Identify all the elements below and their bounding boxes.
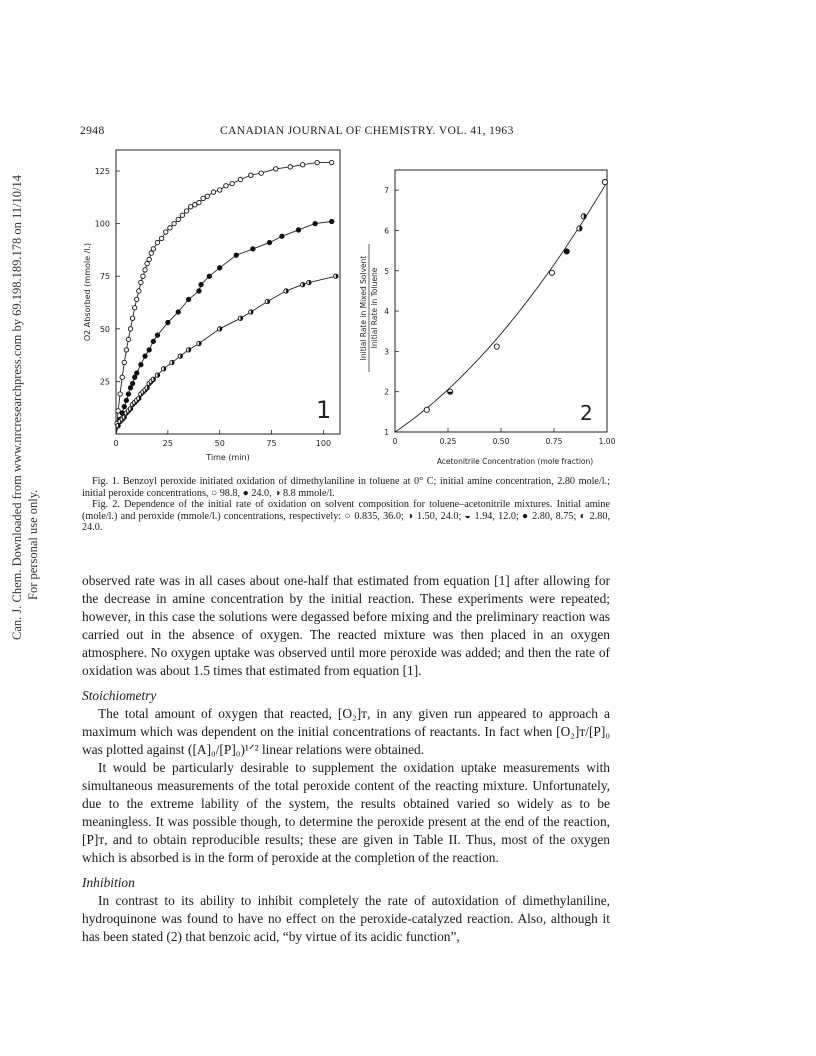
fig1-data-point-ring: [176, 217, 180, 221]
fig1-data-point: [132, 306, 136, 310]
fig1-data-point: [186, 348, 190, 352]
fig1-data-point: [249, 310, 253, 314]
fig1-data-point-ring: [135, 371, 139, 375]
fig1-y-axis-label: O2 Absorbed (mmole /l.): [83, 242, 92, 342]
fig1-data-point: [122, 360, 126, 364]
fig1-data-point: [135, 371, 139, 375]
fig1-data-point: [139, 280, 143, 284]
fig1-data-point-ring: [141, 274, 145, 278]
fig1-data-point: [180, 213, 184, 217]
figure-captions: [82, 476, 610, 534]
fig1-data-point: [259, 171, 263, 175]
fig1-data-point-ring: [234, 253, 238, 257]
fig1-data-point-ring: [130, 381, 134, 385]
fig1-data-point-ring: [122, 404, 126, 408]
fig1-data-point-ring: [186, 297, 190, 301]
fig1-data-point: [162, 367, 166, 371]
fig2-data-point: [494, 344, 499, 349]
fig1-data-point: [288, 165, 292, 169]
fig1-data-point-ring: [143, 268, 147, 272]
fig1-data-point-ring: [274, 167, 278, 171]
fig2-data-point-ring: [564, 249, 569, 254]
fig1-y-tick-label: 100: [94, 219, 110, 229]
fig1-data-point: [155, 333, 159, 337]
fig1-data-point: [201, 196, 205, 200]
fig1-series-line: [116, 163, 332, 434]
fig1-data-point: [143, 354, 147, 358]
fig1-data-point: [128, 327, 132, 331]
fig2-x-tick-label: 0: [392, 437, 398, 446]
fig1-data-point: [238, 177, 242, 181]
fig1-data-point: [197, 341, 201, 345]
fig1-data-point-ring: [151, 247, 155, 251]
fig1-data-point-ring: [130, 316, 134, 320]
fig1-y-tick-label: 125: [94, 167, 110, 177]
fig1-data-point: [147, 348, 151, 352]
fig1-data-point-ring: [155, 333, 159, 337]
fig2-data-point: [448, 389, 453, 394]
fig1-data-point: [197, 200, 201, 204]
fig1-data-point-ring: [180, 213, 184, 217]
fig1-data-point: [116, 409, 120, 413]
fig1-data-point: [176, 310, 180, 314]
fig1-data-point: [128, 386, 132, 390]
fig1-data-point: [128, 407, 132, 411]
fig1-data-point: [265, 299, 269, 303]
fig1-data-point-ring: [147, 348, 151, 352]
fig1-data-point-ring: [280, 234, 284, 238]
fig1-data-point-ring: [315, 160, 319, 164]
page-number: 2948: [80, 125, 105, 137]
fig2-y-tick-label: 3: [384, 347, 389, 357]
fig2-data-point-ring: [549, 270, 554, 275]
fig1-data-point: [137, 289, 141, 293]
fig1-x-tick-label: 0: [113, 439, 119, 448]
section-heading-stoichiometry: Stoichiometry: [82, 687, 157, 703]
fig1-x-axis-label: Time (min): [206, 453, 250, 462]
fig1-data-point: [313, 221, 317, 225]
figure-1-chart: [78, 148, 368, 468]
fig1-data-point: [218, 266, 222, 270]
fig2-panel-label: 2: [580, 401, 593, 425]
fig2-data-point: [581, 214, 586, 219]
fig1-data-point-ring: [149, 251, 153, 255]
fig1-y-tick-label: 75: [99, 272, 110, 282]
fig1-data-point: [143, 268, 147, 272]
fig1-data-point: [159, 236, 163, 240]
fig1-data-point-ring: [211, 190, 215, 194]
fig1-data-point: [178, 354, 182, 358]
fig2-caption: Fig. 2. Dependence of the initial rate of oxidation on solvent composition for toluene–acetonitrile mixtures. Initial amine (mole/l.) and peroxide (mmole/l.) concentrations, respectively: ○ 0.835, 36.0; ◑ 1.50, 24.0; ◒ 1.94, 12.0; ● 2.80, 8.75; ◐ 2.80, 24.0.: [82, 499, 610, 534]
fig1-data-point: [224, 184, 228, 188]
fig1-data-point: [166, 320, 170, 324]
fig2-x-tick-label: 0.25: [439, 437, 457, 446]
fig2-y-tick-label: 4: [384, 307, 389, 317]
fig1-x-tick-label: 50: [214, 439, 225, 448]
fig2-x-axis-label: Acetonitrile Concentration (mole fraction): [436, 457, 594, 466]
fig2-data-point-ring: [602, 179, 607, 184]
journal-title: CANADIAN JOURNAL OF CHEMISTRY. VOL. 41, 1963: [220, 125, 514, 137]
section-heading-inhibition: Inhibition: [82, 874, 135, 890]
fig1-caption: Fig. 1. Benzoyl peroxide initiated oxidation of dimethylaniline in toluene at 0° C; initial amine concentration, 2.80 mole/l.; initial peroxide concentrations, ○ 98.8, ● 24.0, ◑ 8.8 mmole/l.: [82, 476, 610, 499]
fig1-data-point-ring: [330, 219, 334, 223]
fig1-data-point-ring: [118, 392, 122, 396]
fig1-data-point-ring: [128, 327, 132, 331]
fig1-data-point-ring: [128, 386, 132, 390]
fig1-data-point: [300, 163, 304, 167]
fig1-data-point: [145, 261, 149, 265]
fig1-data-point-ring: [193, 202, 197, 206]
fig2-y-tick-label: 2: [384, 387, 389, 397]
fig1-data-point: [145, 386, 149, 390]
fig1-data-point: [151, 247, 155, 251]
fig1-x-tick-label: 100: [315, 439, 332, 448]
fig2-frame: [395, 170, 607, 432]
fig1-data-point: [234, 253, 238, 257]
figure-2-chart: [355, 168, 620, 470]
fig1-data-point-ring: [330, 160, 334, 164]
fig1-data-point: [132, 375, 136, 379]
fig1-data-point-ring: [135, 297, 139, 301]
fig1-data-point-ring: [313, 221, 317, 225]
fig1-data-point-ring: [132, 375, 136, 379]
fig2-y-tick-label: 6: [384, 226, 389, 236]
fig1-data-point: [251, 247, 255, 251]
fig1-x-tick-label: 25: [162, 439, 173, 448]
fig2-x-tick-label: 1.00: [598, 437, 616, 446]
fig1-data-point-ring: [126, 392, 130, 396]
fig1-data-point: [188, 205, 192, 209]
article-body: [82, 572, 610, 946]
fig1-data-point: [124, 348, 128, 352]
fig2-data-point: [602, 179, 607, 184]
fig1-data-point: [218, 327, 222, 331]
fig1-data-point: [168, 226, 172, 230]
fig1-data-point: [197, 289, 201, 293]
fig2-x-tick-label: 0.75: [545, 437, 563, 446]
fig1-data-point: [267, 240, 271, 244]
download-note-line2: For personal use only.: [26, 489, 40, 600]
fig1-data-point: [176, 217, 180, 221]
fig1-data-point-ring: [288, 165, 292, 169]
fig1-data-point-ring: [184, 209, 188, 213]
fig1-data-point: [130, 316, 134, 320]
fig1-data-point: [141, 274, 145, 278]
fig1-data-point: [207, 274, 211, 278]
fig1-data-point: [137, 396, 141, 400]
fig1-data-point-ring: [205, 194, 209, 198]
fig1-data-point-ring: [218, 266, 222, 270]
fig1-data-point-ring: [224, 184, 228, 188]
fig2-fit-curve: [395, 182, 607, 432]
fig1-data-point: [296, 228, 300, 232]
fig1-data-point: [211, 190, 215, 194]
fig2-y-label-numerator: Initial Rate in Mixed Solvent: [359, 255, 368, 361]
fig1-data-point: [126, 337, 130, 341]
fig1-data-point: [122, 404, 126, 408]
fig1-data-point-ring: [122, 360, 126, 364]
fig1-data-point: [149, 251, 153, 255]
fig1-data-point: [147, 257, 151, 261]
fig1-data-point-ring: [139, 280, 143, 284]
fig2-data-point-ring: [494, 344, 499, 349]
fig1-data-point-ring: [155, 240, 159, 244]
fig1-data-point: [334, 274, 338, 278]
fig1-data-point: [315, 160, 319, 164]
fig1-data-point-ring: [132, 306, 136, 310]
fig1-data-point-ring: [139, 362, 143, 366]
fig1-data-point: [151, 377, 155, 381]
fig1-data-point: [218, 188, 222, 192]
fig1-data-point-ring: [172, 221, 176, 225]
fig1-data-point-ring: [143, 354, 147, 358]
fig1-data-point-ring: [147, 257, 151, 261]
fig1-data-point: [284, 289, 288, 293]
fig1-data-point-ring: [238, 177, 242, 181]
fig1-data-point: [116, 423, 120, 427]
fig1-data-point: [170, 360, 174, 364]
fig1-data-point: [330, 219, 334, 223]
fig1-data-point-ring: [151, 339, 155, 343]
fig1-data-point-ring: [197, 289, 201, 293]
fig1-data-point: [193, 202, 197, 206]
download-note-line1: Can. J. Chem. Downloaded from www.nrcresearchpress.com by 69.198.189.178 on 11/10/14: [10, 175, 24, 640]
fig1-data-point-ring: [230, 181, 234, 185]
fig2-y-tick-label: 5: [384, 266, 389, 276]
fig1-data-point: [139, 362, 143, 366]
fig1-data-point-ring: [207, 274, 211, 278]
fig1-data-point: [155, 240, 159, 244]
fig1-data-point-ring: [120, 375, 124, 379]
fig1-data-point: [300, 282, 304, 286]
fig1-data-point-ring: [218, 188, 222, 192]
fig1-data-point-ring: [166, 320, 170, 324]
fig2-data-point: [577, 226, 582, 231]
fig1-data-point: [186, 297, 190, 301]
body-paragraph-3: It would be particularly desirable to supplement the oxidation uptake measurements with simultaneous measurements of the total peroxide content of the reacting mixture. Unfortunately, due to the extreme lability of the system, the results obtained varied so widely as to be meaningless. It was possible though, to determine the peroxide present at the end of the reaction, [P]ᴛ, and to obtain reproducible results; these are given in Table II. Thus, most of the oxygen which is absorbed is in the form of peroxide at the completion of the reaction.: [82, 759, 610, 866]
fig2-y-tick-label: 1: [384, 428, 389, 437]
body-paragraph-1: observed rate was in all cases about one-half that estimated from equation [1] after allowing for the decrease in amine concentration by the initial reaction. These experiments were repeated; however, in this case the solutions were degassed before mixing and the preliminary reaction was carried out in the absence of oxygen. The reacted mixture was then placed in an oxygen atmosphere. No oxygen uptake was observed until more peroxide was added; and then the rate of oxidation was about 1.5 times that estimated from equation [1].: [82, 573, 610, 679]
fig1-data-point: [280, 234, 284, 238]
fig2-y-label-denominator: Initial Rate in Toluene: [370, 267, 379, 349]
fig1-data-point-ring: [159, 236, 163, 240]
fig1-data-point-ring: [126, 337, 130, 341]
fig1-frame: [116, 150, 340, 434]
fig1-data-point-ring: [145, 261, 149, 265]
fig1-data-point: [130, 381, 134, 385]
fig1-data-point-ring: [300, 163, 304, 167]
fig1-data-point: [230, 181, 234, 185]
fig1-data-point: [120, 375, 124, 379]
fig1-data-point: [274, 167, 278, 171]
fig1-data-point-ring: [137, 289, 141, 293]
fig2-x-tick-label: 0.50: [492, 437, 510, 446]
fig1-data-point: [164, 230, 168, 234]
fig1-y-tick-label: 50: [99, 324, 110, 334]
fig2-data-point: [549, 270, 554, 275]
fig1-y-tick-label: 25: [99, 377, 110, 387]
fig1-data-point-ring: [251, 247, 255, 251]
fig1-data-point: [126, 392, 130, 396]
fig1-series-line: [116, 222, 332, 435]
fig1-data-point: [135, 297, 139, 301]
download-watermark: [0, 175, 62, 640]
fig1-data-point-ring: [197, 200, 201, 204]
fig2-y-axis-label: [359, 244, 379, 372]
fig1-data-point-ring: [249, 173, 253, 177]
fig1-data-point: [124, 398, 128, 402]
fig1-data-point: [184, 209, 188, 213]
fig1-series-line: [116, 276, 336, 434]
fig1-data-point: [330, 160, 334, 164]
fig1-x-tick-label: 75: [266, 439, 277, 448]
fig1-data-point: [155, 373, 159, 377]
fig1-data-point-ring: [199, 282, 203, 286]
fig1-data-point-ring: [188, 205, 192, 209]
fig1-data-point-ring: [164, 230, 168, 234]
fig1-data-point-ring: [168, 226, 172, 230]
fig2-data-point: [424, 407, 429, 412]
fig1-data-point-ring: [267, 240, 271, 244]
fig1-data-point: [122, 415, 126, 419]
fig1-data-point-ring: [201, 196, 205, 200]
fig1-data-point-ring: [124, 348, 128, 352]
fig1-data-point: [238, 316, 242, 320]
fig1-data-point: [172, 221, 176, 225]
fig1-data-point-ring: [176, 310, 180, 314]
fig1-panel-label: 1: [316, 396, 332, 424]
fig1-data-point-ring: [116, 409, 120, 413]
body-paragraph-2: The total amount of oxygen that reacted, [O₂]ᴛ, in any given run appeared to approach a maximum which was dependent on the initial concentrations of reactants. In fact when [O₂]ᴛ/[P]₀ was plotted against ([A]₀/[P]₀)¹ᐟ² linear relations were obtained.: [82, 705, 610, 757]
fig2-data-point: [564, 249, 569, 254]
fig1-data-point: [205, 194, 209, 198]
fig1-data-point-ring: [296, 228, 300, 232]
fig1-data-point-ring: [124, 398, 128, 402]
fig2-y-tick-label: 7: [384, 186, 389, 196]
fig1-data-point-ring: [259, 171, 263, 175]
fig1-data-point: [118, 392, 122, 396]
fig2-data-point-ring: [424, 407, 429, 412]
body-paragraph-4: In contrast to its ability to inhibit completely the rate of autoxidation of dimethylaniline, hydroquinone was found to have no effect on the peroxide-catalyzed reaction. Also, although it has been stated (2) that benzoic acid, “by virtue of its acidic function”,: [82, 892, 610, 944]
fig1-data-point: [199, 282, 203, 286]
fig1-data-point: [249, 173, 253, 177]
fig1-data-point: [151, 339, 155, 343]
fig1-data-point: [307, 280, 311, 284]
